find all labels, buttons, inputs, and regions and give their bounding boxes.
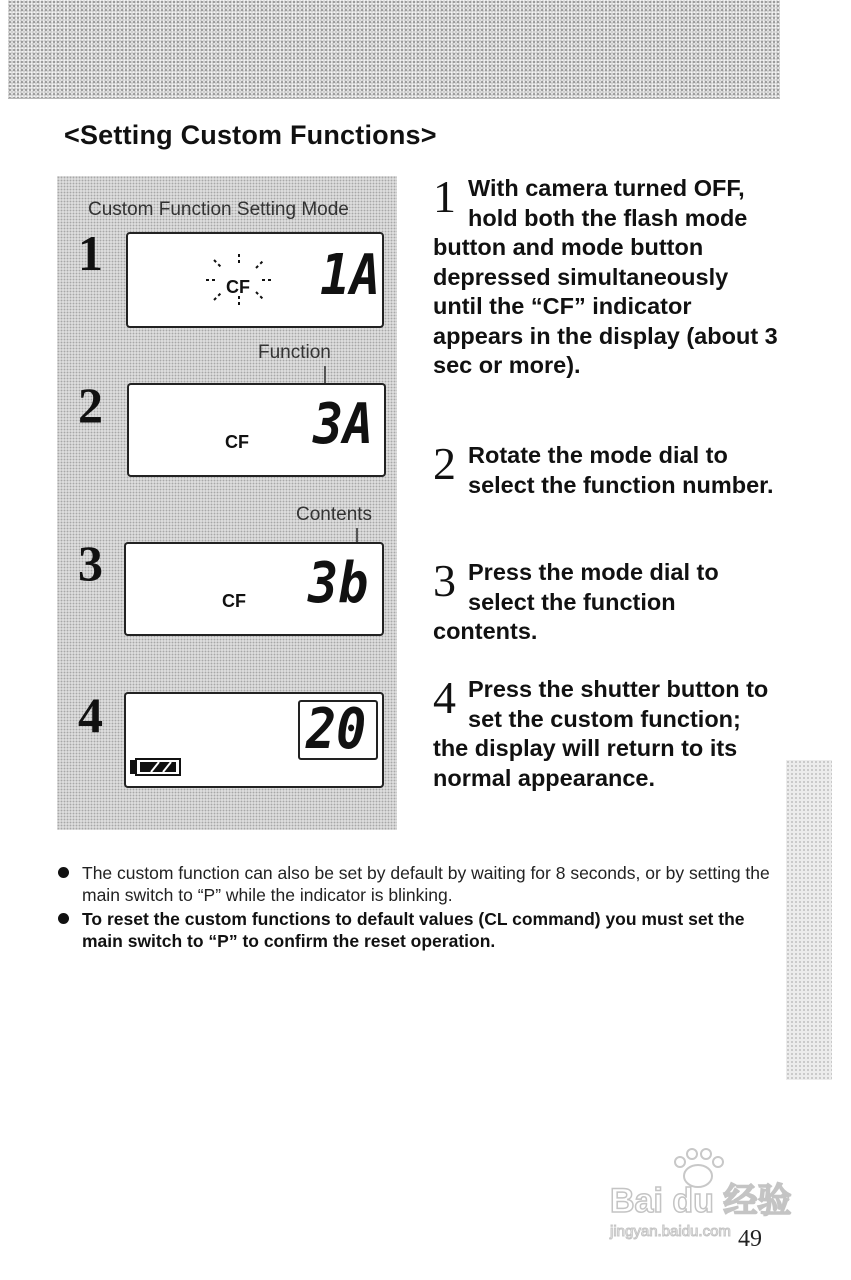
note-text: The custom function can also be set by default by waiting for 8 seconds, or by setting the main switch to “P” while the indicator is blinking. bbox=[82, 863, 770, 905]
segment-readout: 1A bbox=[320, 242, 381, 308]
segment-box bbox=[298, 696, 378, 762]
page-number: 49 bbox=[738, 1226, 762, 1252]
panel-number-3: 3 bbox=[78, 535, 103, 591]
function-callout: Function bbox=[258, 342, 331, 363]
step-text: With camera turned OFF, hold both the flash mode button and mode button depressed simultaneously until the “CF” indicator appears in the display (about 3 sec or more). bbox=[433, 175, 778, 378]
step-number: 4 bbox=[433, 672, 456, 723]
watermark bbox=[608, 1148, 808, 1248]
watermark-brand: Bai du 经验 bbox=[610, 1182, 792, 1220]
segment-readout: 3A bbox=[313, 391, 374, 457]
panel-number-2: 2 bbox=[78, 377, 103, 433]
segment-readout: 20 bbox=[306, 696, 367, 762]
panel-number-4: 4 bbox=[78, 687, 103, 743]
cf-indicator: CF bbox=[226, 277, 250, 297]
step-number: 2 bbox=[433, 438, 456, 489]
segment-readout: 3b bbox=[308, 550, 369, 616]
note-text: To reset the custom functions to default values (CL command) you must set the main switch to “P” to confirm the reset operation. bbox=[82, 909, 745, 951]
lcd-panel-1 bbox=[126, 232, 384, 328]
bullet-icon bbox=[58, 867, 69, 878]
panel-number-1: 1 bbox=[78, 225, 103, 281]
mode-caption: Custom Function Setting Mode bbox=[88, 199, 349, 220]
side-texture-band bbox=[786, 760, 832, 1080]
notes-list bbox=[58, 862, 778, 954]
contents-callout: Contents bbox=[296, 504, 373, 525]
step-number: 3 bbox=[433, 555, 456, 606]
step-text: Press the mode dial to select the function contents. bbox=[433, 559, 719, 644]
watermark-url: jingyan.baidu.com bbox=[610, 1223, 731, 1240]
step-4 bbox=[433, 672, 778, 793]
bullet-icon bbox=[58, 913, 69, 924]
note-item bbox=[58, 862, 778, 906]
step-text: Rotate the mode dial to select the function number. bbox=[468, 442, 774, 498]
step-text: Press the shutter button to set the custom function; the display will return to its normal appearance. bbox=[433, 676, 769, 791]
header-band bbox=[8, 0, 780, 99]
step-3 bbox=[433, 555, 778, 647]
cf-indicator: CF bbox=[222, 591, 246, 611]
lcd-panel-3 bbox=[124, 542, 384, 636]
section-title: <Setting Custom Functions> bbox=[64, 120, 437, 150]
note-item bbox=[58, 908, 778, 952]
step-1 bbox=[433, 171, 778, 381]
battery-icon bbox=[129, 758, 181, 776]
lcd-panel-2 bbox=[127, 383, 386, 477]
step-number: 1 bbox=[433, 171, 456, 222]
cf-indicator: CF bbox=[225, 432, 249, 452]
step-2 bbox=[433, 438, 778, 500]
